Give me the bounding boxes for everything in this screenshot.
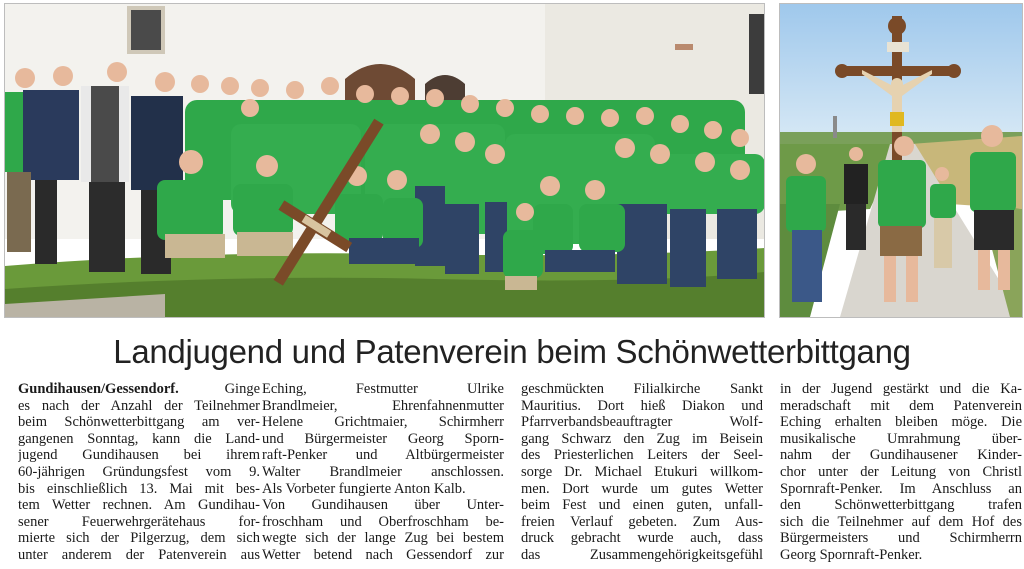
article-headline: Landjugend und Patenverein beim Schönwetterbittgang — [113, 333, 911, 370]
article-line: beim Schönwetterbittgang am ver- — [18, 414, 260, 431]
article-line: Eching erhalten bleiben möge. Die — [780, 414, 1022, 431]
article-line: gang Schwarz den Zug im Beisein — [521, 430, 763, 447]
article-line: nahm der Gundihausener Kinder- — [780, 447, 1022, 464]
article-line: froschham und Oberfroschham be- — [262, 513, 504, 530]
article-line: wegte sich der lange Zug bei bestem — [262, 530, 504, 547]
article-line: freien Verlauf gebeten. Zum Aus- — [521, 513, 763, 530]
article-line: bis einschließlich 13. Mai mit bes- — [18, 480, 260, 497]
article-line: raft-Penker und Altbürgermeister — [262, 447, 504, 464]
group-photo-illustration — [5, 4, 764, 317]
article-column-3 — [521, 381, 763, 564]
article-body — [18, 381, 1021, 567]
article-line: beim Fest und einen guten, unfall- — [521, 497, 763, 514]
article-line: Gundihausen/Gessendorf. Ginge — [18, 381, 260, 397]
article-line: tem Wetter rechnen. Am Gundihau- — [18, 497, 260, 514]
article-line: Walter Brandlmeier anschlossen. — [262, 463, 504, 480]
article-line: Mauritius. Dort hieß Diakon und — [521, 397, 763, 414]
article-line: das Zusammengehörigkeitsgefühl — [521, 546, 763, 563]
article-column-2 — [262, 381, 504, 564]
article-line: 60-jährigen Gründungsfest vom 9. — [18, 463, 260, 480]
article-line: sorge Dr. Michael Etukuri willkom- — [521, 463, 763, 480]
article-line: es nach der Anzahl der Teilnehmer — [18, 397, 260, 414]
article-column-1 — [18, 381, 260, 564]
article-line: geschmückten Filialkirche Sankt — [521, 381, 763, 397]
procession-photo — [779, 3, 1023, 318]
article-line: sener Feuerwehrgerätehaus for- — [18, 513, 260, 530]
article-line: chor unter der Leitung von Christl — [780, 463, 1022, 480]
article-line: sich die Teilnehmer auf dem Hof des — [780, 513, 1022, 530]
article-line: jugend Gundihausen bei ihrem — [18, 447, 260, 464]
procession-photo-illustration — [780, 4, 1022, 317]
article-line: Georg Spornraft-Penker. — [780, 546, 923, 563]
article-line: Als Vorbeter fungierte Anton Kalb. — [262, 480, 466, 497]
article-line: musikalische Umrahmung über- — [780, 430, 1022, 447]
group-photo — [4, 3, 765, 318]
article-line: Pfarrverbandsbeauftragter Wolf- — [521, 414, 763, 431]
article-line: Helene Grichtmaier, Schirmherr — [262, 414, 504, 431]
article-column-4 — [780, 381, 1022, 564]
article-line: Eching, Festmutter Ulrike — [262, 381, 504, 397]
article-line: Von Gundihausen über Unter- — [262, 497, 504, 514]
article-line: Spornraft-Penker. Im Anschluss an — [780, 480, 1022, 497]
article-line: meradschaft mit dem Patenverein — [780, 397, 1022, 414]
article-dateline: Gundihausen/Gessendorf. — [18, 381, 179, 397]
article-line: den Schönwetterbittgang trafen — [780, 497, 1022, 514]
article-line: und Bürgermeister Georg Sporn- — [262, 430, 504, 447]
article-line: unter anderem der Patenverein aus — [18, 546, 260, 563]
article-line: Wetter betend nach Gessendorf zur — [262, 546, 504, 563]
article-line: Bürgermeisters und Schirmherrn — [780, 530, 1022, 547]
article-line: Brandlmeier, Ehrenfahnenmutter — [262, 397, 504, 414]
article-line: druck gebracht wurde auch, dass — [521, 530, 763, 547]
article-line: men. Dort wurde um gutes Wetter — [521, 480, 763, 497]
article-line: in der Jugend gestärkt und die Ka- — [780, 381, 1022, 397]
article-line: mierte sich der Pilgerzug, dem sich — [18, 530, 260, 547]
article-line: gangenen Sonntag, kann die Land- — [18, 430, 260, 447]
article-line: des Priesterlichen Leiters der Seel- — [521, 447, 763, 464]
